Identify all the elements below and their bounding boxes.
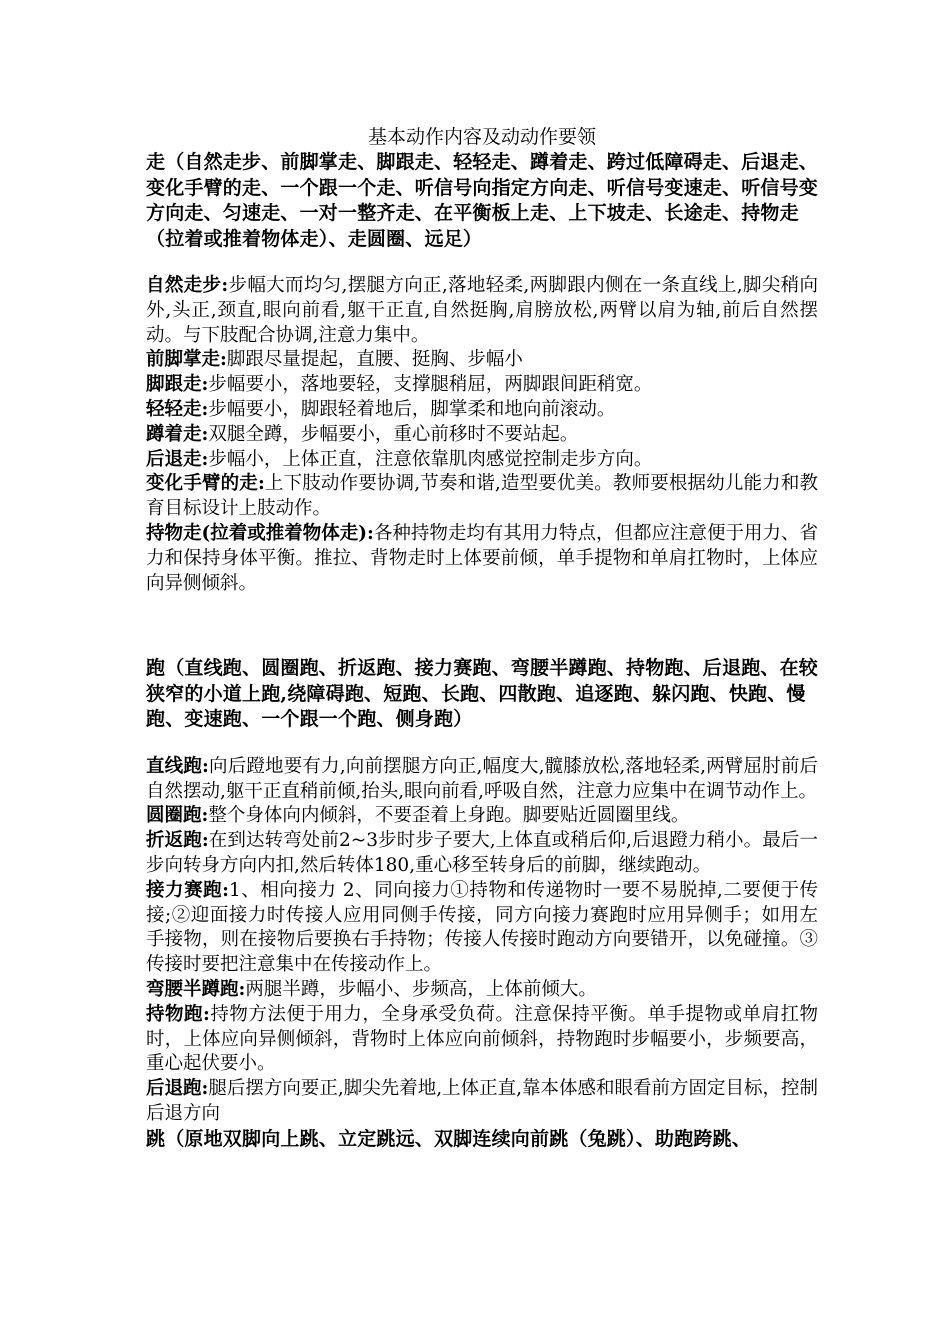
page-title: 基本动作内容及动动作要领 xyxy=(367,126,596,148)
walk-item-forefoot xyxy=(146,348,818,373)
run-item-relay xyxy=(146,879,818,978)
description: 在到达转弯处前2~3步时步子要大,上体直或稍后仰,后退蹬力稍小。最后一步向转身方向内扣,然后转体180,重心移至转身后的前脚，继续跑动。 xyxy=(146,830,818,877)
description: 向后蹬地要有力,向前摆腿方向正,幅度大,髋膝放松,落地轻柔,两臂屈肘前后自然摆动,躯干正直稍前倾,抬头,眼向前看,呼吸自然，注意力应集中在调节动作上。 xyxy=(146,755,818,802)
walk-item-heel xyxy=(146,373,818,398)
term: 持物走(拉着或推着物体走): xyxy=(146,522,374,544)
walk-item-carry xyxy=(146,522,818,596)
walk-item-light xyxy=(146,398,818,423)
walk-item-squat xyxy=(146,423,818,448)
spacer xyxy=(146,252,818,274)
section-heading-run: 跑（直线跑、圆圈跑、折返跑、接力赛跑、弯腰半蹲跑、持物跑、后退跑、在较狭窄的小道上跑,绕障碍跑、短跑、长跑、四散跑、追逐跑、躲闪跑、快跑、慢跑、变速跑、一个跟一个跑、侧身跑） xyxy=(146,657,819,731)
description: 步幅大而均匀,摆腿方向正,落地轻柔,两脚跟内侧在一条直线上,脚尖稍向外,头正,颈直,眼向前看,躯干正直,自然挺胸,肩膀放松,两臂以肩为轴,前后自然摆动。与下肢配合协调,注意力集中。 xyxy=(146,275,818,346)
description: 整个身体向内倾斜，不要歪着上身跑。脚要贴近圆圈里线。 xyxy=(208,805,690,827)
term: 轻轻走: xyxy=(146,398,209,420)
description: 步幅小，上体正直，注意依靠肌肉感觉控制走步方向。 xyxy=(208,448,653,470)
spacer xyxy=(146,596,818,656)
description: 步幅要小，落地要轻，支撑腿稍屈，两脚跟间距稍宽。 xyxy=(208,374,653,396)
term: 接力赛跑: xyxy=(146,879,229,901)
description: 上下肢动作要协调,节奏和谐,造型要优美。教师要根据幼儿能力和教育目标设计上肢动作。 xyxy=(146,473,818,520)
term: 圆圈跑: xyxy=(146,805,209,827)
term: 后退跑: xyxy=(146,1078,209,1100)
term: 弯腰半蹲跑: xyxy=(146,979,246,1001)
walk-item-backward xyxy=(146,448,818,473)
term: 蹲着走: xyxy=(146,423,209,445)
run-item-backward xyxy=(146,1077,818,1127)
run-item-carry xyxy=(146,1003,818,1077)
document-content xyxy=(146,124,818,1152)
term: 直线跑: xyxy=(146,755,209,777)
description: 腿后摆方向要正,脚尖先着地,上体正直,靠本体感和眼看前方固定目标，控制后退方向 xyxy=(146,1078,818,1125)
term: 变化手臂的走: xyxy=(146,473,265,495)
section-heading-jump: 跳（原地双脚向上跳、立定跳远、双脚连续向前跳（兔跳）、助跑跨跳、 xyxy=(146,1127,751,1150)
run-item-crouch xyxy=(146,978,818,1003)
run-item-shuttle xyxy=(146,829,818,879)
description: 双腿全蹲，步幅要小，重心前移时不要站起。 xyxy=(208,423,579,445)
walk-item-natural xyxy=(146,274,818,348)
description: 1、相向接力 2、同向接力①持物和传递物时一要不易脱掉,二要便于传接;②迎面接力时传接人应用同侧手传接，同方向接力赛跑时应用异侧手；如用左手接物，则在接物后要换右手持物；传接人传接时跑动方向要错开，以免碰撞。③传接时要把注意集中在传接动作上。 xyxy=(146,879,818,976)
term: 脚跟走: xyxy=(146,374,209,396)
description: 步幅要小，脚跟轻着地后，脚掌柔和地向前滚动。 xyxy=(208,398,616,420)
term: 自然走步: xyxy=(146,275,229,296)
term: 前脚掌走: xyxy=(146,349,227,371)
run-item-circle xyxy=(146,804,818,829)
term: 后退走: xyxy=(146,448,209,470)
description: 持物方法便于用力，全身承受负荷。注意保持平衡。单手提物或单肩扛物时，上体应向异侧倾斜，背物时上体应向前倾斜，持物跑时步幅要小，步频要高，重心起伏要小。 xyxy=(146,1003,818,1075)
description: 脚跟尽量提起，直腰、挺胸、步幅小 xyxy=(226,349,523,371)
spacer xyxy=(146,733,818,755)
description: 两腿半蹲，步幅小、步频高，上体前倾大。 xyxy=(245,979,597,1001)
term: 持物跑: xyxy=(146,1003,210,1025)
term: 折返跑: xyxy=(146,830,209,852)
section-heading-walk: 走（自然走步、前脚掌走、脚跟走、轻轻走、蹲着走、跨过低障碍走、后退走、变化手臂的走、一个跟一个走、听信号向指定方向走、听信号变速走、听信号变方向走、匀速走、一对一整齐走、在平衡板上走、上下坡走、长途走、持物走（拉着或推着物体走）、走圆圈、远足） xyxy=(146,151,819,250)
run-item-straight xyxy=(146,755,818,805)
description: 各种持物走均有其用力特点，但都应注意便于用力、省力和保持身体平衡。推拉、背物走时上体要前倾，单手提物和单肩扛物时，上体应向异侧倾斜。 xyxy=(146,522,818,594)
walk-item-arm-variation xyxy=(146,472,818,522)
